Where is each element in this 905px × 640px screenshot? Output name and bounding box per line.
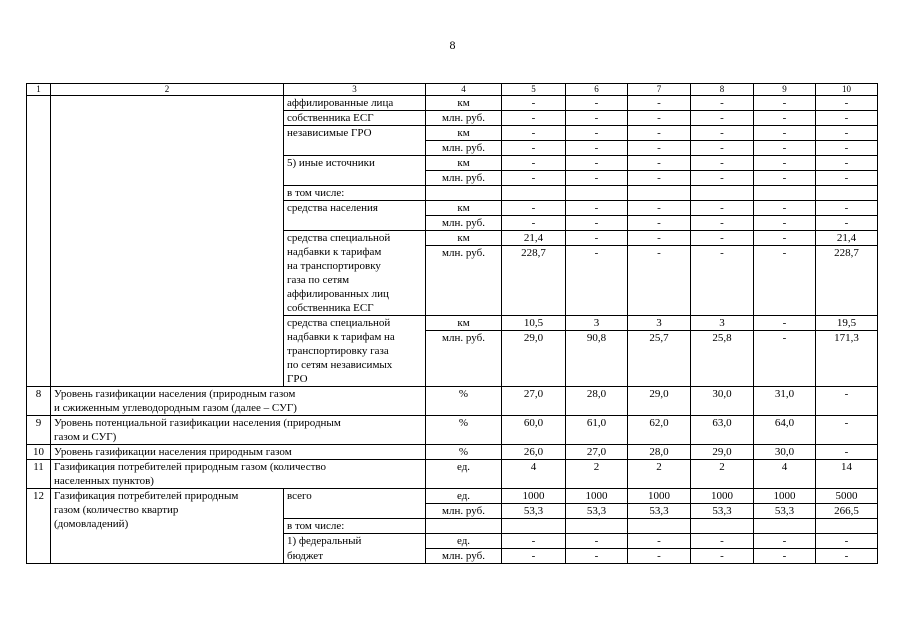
unit-cell: млн. руб. [426,216,502,231]
value-cell: - [502,216,566,231]
value-cell: - [754,231,816,246]
value-cell: - [628,246,691,316]
name-line: (домовладений) [54,518,129,530]
value-cell: - [754,96,816,111]
value-cell: - [816,141,878,156]
empty-cell [566,186,628,201]
continuation-name-cell [51,96,284,387]
value-cell: 10,5 [502,316,566,331]
value-cell: 4 [754,460,816,489]
label-line: надбавки к тарифам на [287,331,395,343]
value-cell: - [754,201,816,216]
name-line: населенных пунктов) [54,475,154,487]
row-name: Уровень газификации населения природным газом [51,445,426,460]
row-number: 8 [27,387,51,416]
value-cell: - [754,111,816,126]
unit-cell: ед. [426,460,502,489]
value-cell: - [566,201,628,216]
value-cell: - [502,156,566,171]
label-line: транспортировку газа [287,345,389,357]
value-cell: - [691,171,754,186]
row-number: 10 [27,445,51,460]
value-cell: - [566,126,628,141]
value-cell: 29,0 [502,331,566,387]
row-label [284,231,426,316]
data-table [26,83,878,564]
unit-cell: % [426,387,502,416]
value-cell: 64,0 [754,416,816,445]
value-cell: - [816,416,878,445]
value-cell: - [816,126,878,141]
header-cell: 10 [816,84,878,96]
value-cell: - [691,231,754,246]
label-line: на транспортировку [287,260,381,272]
empty-cell [628,519,691,534]
unit-cell: млн. руб. [426,141,502,156]
unit-cell: млн. руб. [426,171,502,186]
unit-cell: км [426,231,502,246]
value-cell: 90,8 [566,331,628,387]
unit-cell: ед. [426,534,502,549]
name-line: Газификация потребителей природным газом (количество [54,461,326,473]
table-row [27,96,878,111]
value-cell: - [754,534,816,549]
value-cell: - [691,96,754,111]
label-line: по сетям независимых [287,359,393,371]
row-number: 12 [27,489,51,564]
value-cell: - [691,246,754,316]
table-row [27,460,878,489]
unit-cell: млн. руб. [426,504,502,519]
header-cell: 7 [628,84,691,96]
value-cell: 228,7 [502,246,566,316]
unit-cell: млн. руб. [426,111,502,126]
value-cell: - [754,156,816,171]
row-label [284,316,426,387]
unit-cell: км [426,126,502,141]
value-cell: - [816,201,878,216]
value-cell: 28,0 [628,445,691,460]
row-name [51,489,284,564]
unit-cell: млн. руб. [426,246,502,316]
continuation-num-cell [27,96,51,387]
unit-cell: км [426,201,502,216]
row-label: 5) иные источники [284,156,426,186]
value-cell: - [816,549,878,564]
label-line: собственника ЕСГ [287,302,374,314]
row-label: бюджет [284,549,426,564]
empty-cell [816,186,878,201]
empty-cell [566,519,628,534]
value-cell: 21,4 [502,231,566,246]
value-cell: 60,0 [502,416,566,445]
unit-cell: млн. руб. [426,331,502,387]
value-cell: 53,3 [502,504,566,519]
unit-cell: млн. руб. [426,549,502,564]
value-cell: 26,0 [502,445,566,460]
value-cell: 62,0 [628,416,691,445]
value-cell: - [691,111,754,126]
value-cell: - [628,549,691,564]
label-line: газа по сетям [287,274,350,286]
header-cell: 9 [754,84,816,96]
unit-cell: км [426,156,502,171]
row-label: 1) федеральный [284,534,426,549]
empty-cell [628,186,691,201]
label-line: ГРО [287,373,308,385]
header-cell: 5 [502,84,566,96]
value-cell: - [754,316,816,331]
value-cell: - [566,171,628,186]
table-row [27,445,878,460]
value-cell: 5000 [816,489,878,504]
value-cell: - [691,126,754,141]
value-cell: 53,3 [566,504,628,519]
row-number: 11 [27,460,51,489]
value-cell: - [566,246,628,316]
value-cell: 2 [628,460,691,489]
name-line: Газификация потребителей природным [54,490,239,502]
value-cell: 30,0 [691,387,754,416]
value-cell: 266,5 [816,504,878,519]
value-cell: - [754,549,816,564]
value-cell: - [691,201,754,216]
unit-cell: км [426,96,502,111]
row-label: в том числе: [284,186,426,201]
header-cell: 8 [691,84,754,96]
name-line: Уровень газификации населения (природным газом [54,388,296,400]
value-cell: - [502,96,566,111]
value-cell: - [628,216,691,231]
value-cell: 53,3 [754,504,816,519]
value-cell: - [566,534,628,549]
value-cell: - [816,445,878,460]
value-cell: 228,7 [816,246,878,316]
value-cell: - [816,111,878,126]
value-cell: 1000 [754,489,816,504]
unit-cell: % [426,416,502,445]
value-cell: 31,0 [754,387,816,416]
value-cell: 4 [502,460,566,489]
row-label: аффилированные лица [284,96,426,111]
value-cell: - [691,534,754,549]
value-cell: 19,5 [816,316,878,331]
value-cell: - [628,141,691,156]
row-label: независимые ГРО [284,126,426,156]
value-cell: 21,4 [816,231,878,246]
value-cell: - [566,141,628,156]
empty-cell [426,519,502,534]
empty-cell [426,186,502,201]
value-cell: - [691,156,754,171]
value-cell: 28,0 [566,387,628,416]
empty-cell [502,519,566,534]
value-cell: - [628,171,691,186]
empty-cell [754,519,816,534]
name-line: Уровень потенциальной газификации населения (природным [54,417,341,429]
value-cell: - [566,96,628,111]
value-cell: - [502,111,566,126]
value-cell: - [502,201,566,216]
row-name [51,460,426,489]
row-label: собственника ЕСГ [284,111,426,126]
row-name [51,416,426,445]
value-cell: 25,7 [628,331,691,387]
value-cell: - [691,549,754,564]
value-cell: - [566,111,628,126]
unit-cell: км [426,316,502,331]
value-cell: - [628,156,691,171]
name-line: газом (количество квартир [54,504,179,516]
value-cell: - [502,141,566,156]
value-cell: - [816,534,878,549]
label-line: аффилированных лиц [287,288,389,300]
page-number: 8 [449,38,456,52]
label-line: средства специальной [287,232,391,244]
value-cell: 3 [566,316,628,331]
value-cell: 1000 [502,489,566,504]
value-cell: - [816,387,878,416]
label-line: надбавки к тарифам [287,246,382,258]
empty-cell [502,186,566,201]
value-cell: - [566,231,628,246]
value-cell: - [816,171,878,186]
header-row [27,84,878,96]
value-cell: 2 [691,460,754,489]
value-cell: 3 [628,316,691,331]
header-cell: 1 [27,84,51,96]
value-cell: 29,0 [628,387,691,416]
value-cell: 171,3 [816,331,878,387]
value-cell: - [628,96,691,111]
value-cell: 53,3 [691,504,754,519]
empty-cell [816,519,878,534]
value-cell: 3 [691,316,754,331]
table-row [27,387,878,416]
unit-cell: ед. [426,489,502,504]
value-cell: - [754,171,816,186]
value-cell: - [816,96,878,111]
row-name [51,387,426,416]
value-cell: 1000 [628,489,691,504]
row-label: всего [284,489,426,519]
name-line: и сжиженным углеводородным газом (далее – СУГ) [54,402,297,414]
value-cell: - [691,216,754,231]
value-cell: 27,0 [502,387,566,416]
value-cell: - [628,231,691,246]
value-cell: 14 [816,460,878,489]
empty-cell [754,186,816,201]
value-cell: - [691,141,754,156]
row-label: в том числе: [284,519,426,534]
value-cell: - [816,156,878,171]
value-cell: - [816,216,878,231]
value-cell: - [566,216,628,231]
value-cell: - [502,126,566,141]
value-cell: 25,8 [691,331,754,387]
header-cell: 2 [51,84,284,96]
header-cell: 3 [284,84,426,96]
value-cell: 63,0 [691,416,754,445]
value-cell: - [754,216,816,231]
row-number: 9 [27,416,51,445]
value-cell: - [566,549,628,564]
value-cell: - [628,201,691,216]
table-row [27,416,878,445]
name-line: газом и СУГ) [54,431,117,443]
header-cell: 4 [426,84,502,96]
label-line: средства специальной [287,317,391,329]
value-cell: 1000 [566,489,628,504]
value-cell: 29,0 [691,445,754,460]
table-row [27,489,878,504]
value-cell: - [754,331,816,387]
value-cell: - [754,246,816,316]
row-label: средства населения [284,201,426,231]
value-cell: - [628,534,691,549]
value-cell: - [754,126,816,141]
value-cell: 30,0 [754,445,816,460]
value-cell: - [628,111,691,126]
value-cell: - [502,171,566,186]
empty-cell [691,186,754,201]
value-cell: - [566,156,628,171]
value-cell: 2 [566,460,628,489]
empty-cell [691,519,754,534]
unit-cell: % [426,445,502,460]
value-cell: - [502,534,566,549]
value-cell: - [754,141,816,156]
value-cell: 53,3 [628,504,691,519]
value-cell: - [628,126,691,141]
value-cell: 27,0 [566,445,628,460]
value-cell: 1000 [691,489,754,504]
header-cell: 6 [566,84,628,96]
value-cell: - [502,549,566,564]
value-cell: 61,0 [566,416,628,445]
